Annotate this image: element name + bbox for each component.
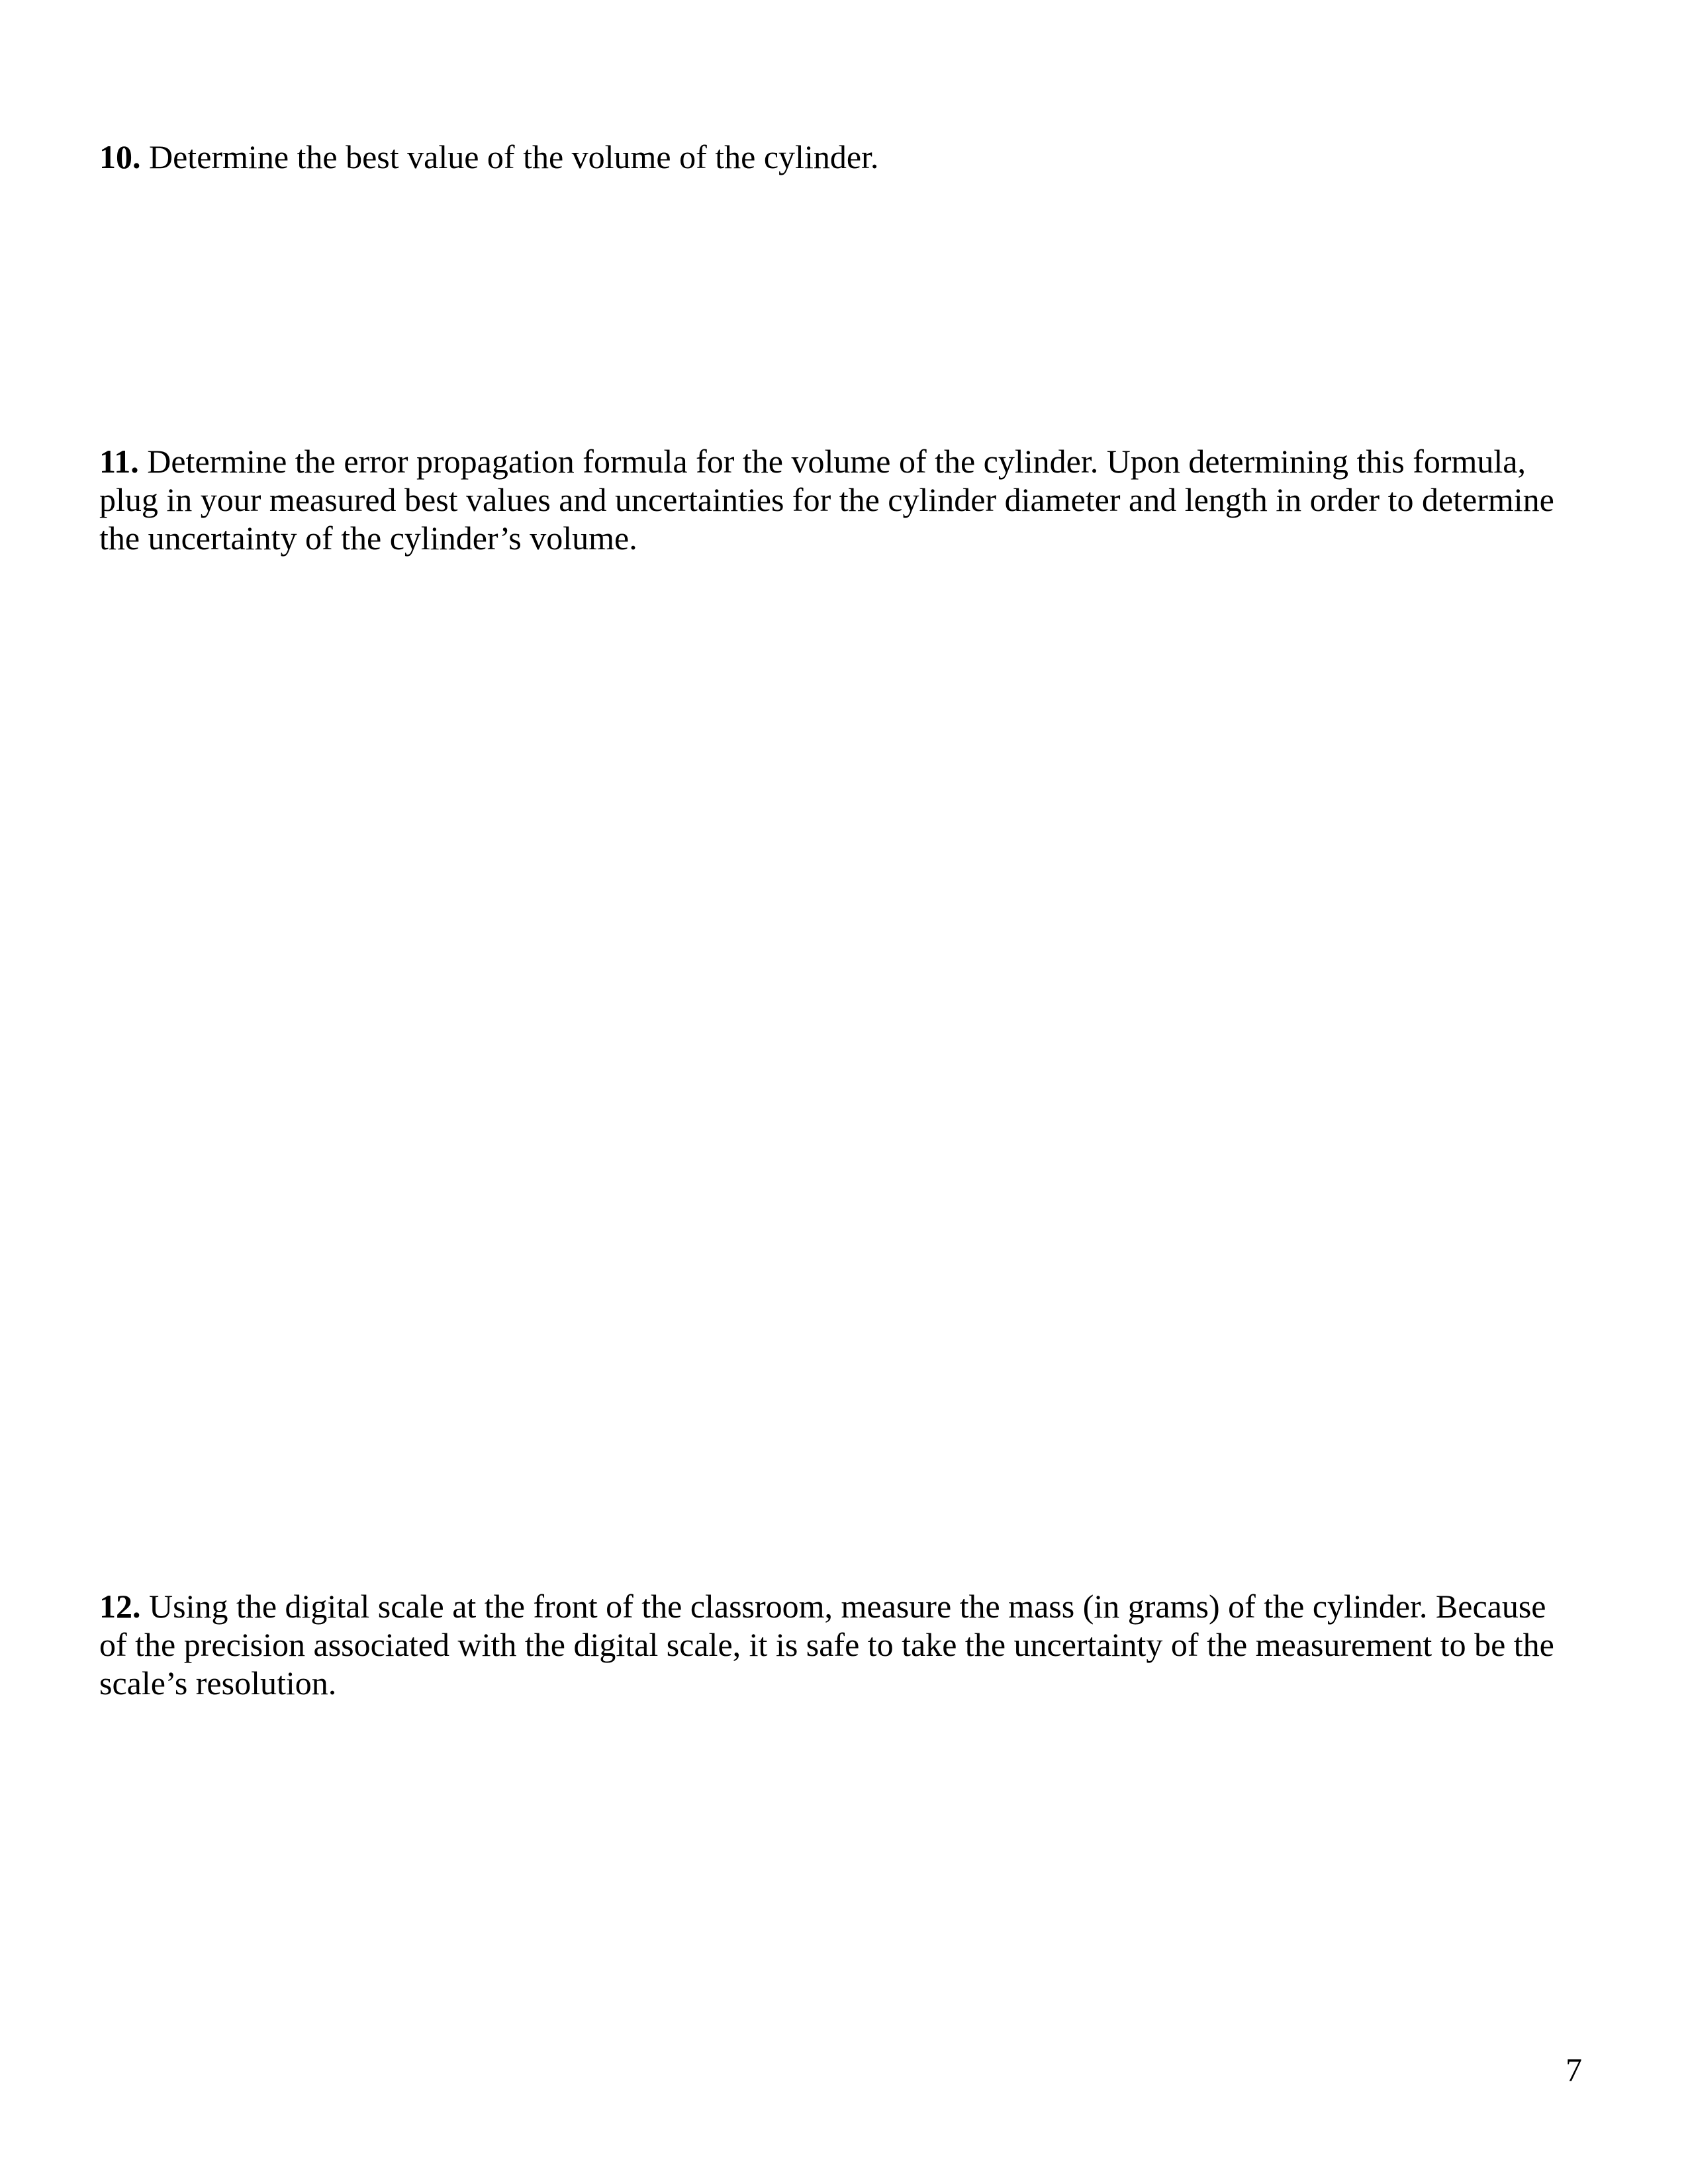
question-11-number: 11. xyxy=(99,443,139,480)
question-10-text: Determine the best value of the volume of the cylinder. xyxy=(149,138,879,175)
page-number: 7 xyxy=(1566,2051,1582,2088)
question-12 xyxy=(99,1587,1569,1702)
question-11 xyxy=(99,442,1569,557)
question-11-text: Determine the error propagation formula for the volume of the cylinder. Upon determining this formula, plug in your measured best values and uncertainties for the cylinder diameter and length in order to determine the uncertainty of the cylinder’s volume. xyxy=(99,443,1554,557)
question-12-number: 12. xyxy=(99,1588,141,1625)
question-12-text: Using the digital scale at the front of the classroom, measure the mass (in grams) of the cylinder. Because of the precision associated with the digital scale, it is safe to take the uncertainty of the measurement to be the scale’s resolution. xyxy=(99,1588,1554,1702)
question-10-number: 10. xyxy=(99,138,141,175)
question-10 xyxy=(99,138,1569,176)
